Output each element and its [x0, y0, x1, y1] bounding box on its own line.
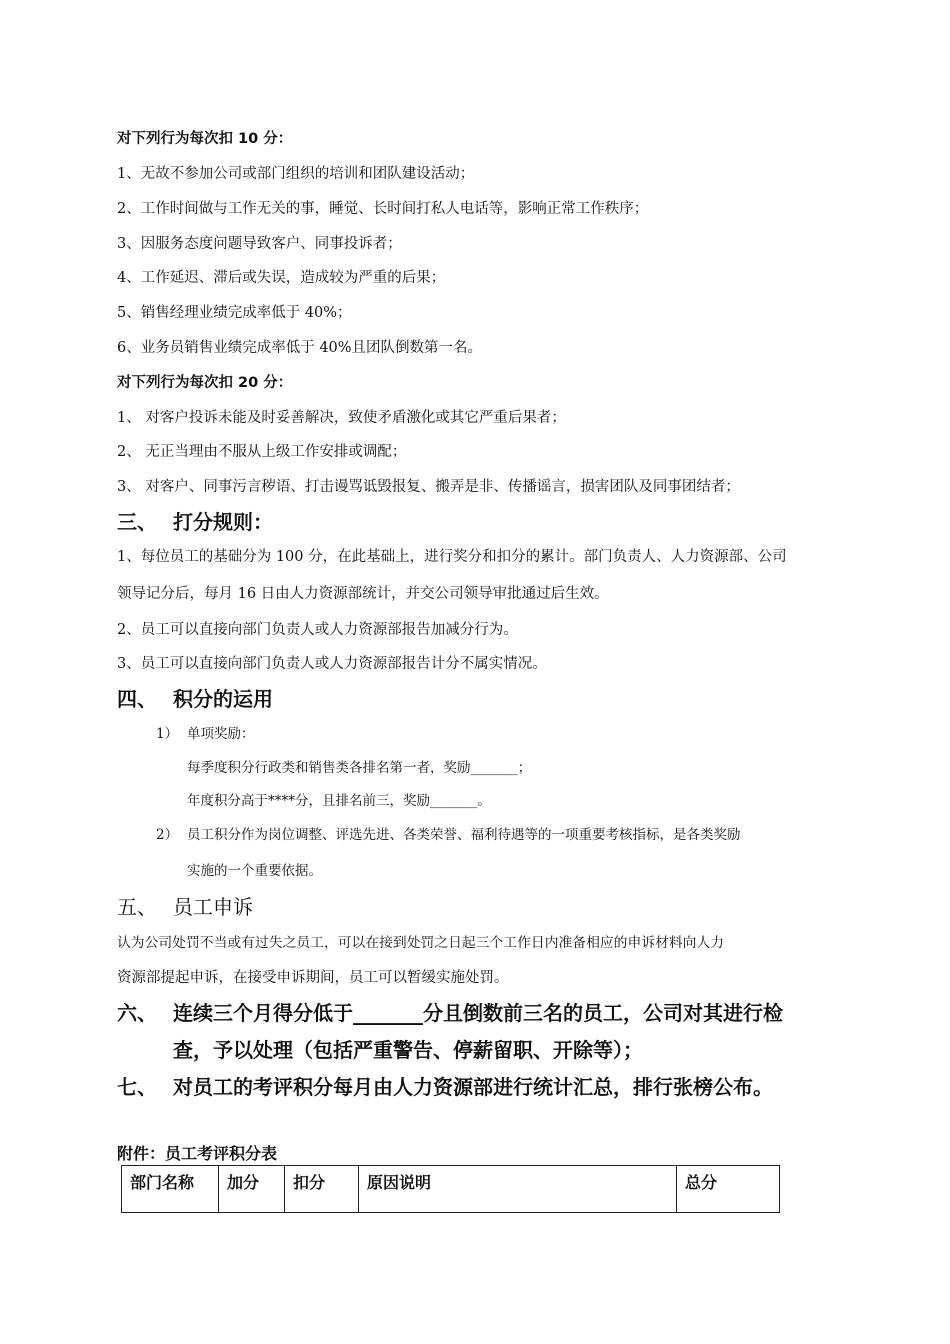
list-item: 6、业务员销售业绩完成率低于 40%且团队倒数第一名。: [117, 340, 483, 356]
paragraph-line: 认为公司处罚不当或有过失之员工，可以在接到处罚之日起三个工作日内准备相应的申诉材料向人力: [117, 935, 725, 951]
list-item: 3、 对客户、同事污言秽语、打击谩骂诋毁报复、搬弄是非、传播谣言，损害团队及同事团结者；: [117, 479, 740, 495]
section-text: 连续三个月得分低于_______分且倒数前三名的员工，公司对其进行检: [173, 1001, 783, 1025]
table-header-cell: 部门名称: [122, 1166, 219, 1213]
list-number: 2）: [156, 827, 179, 843]
section7-heading: [117, 1071, 773, 1100]
score-table: [121, 1165, 780, 1213]
section-title: 员工申诉: [173, 895, 253, 919]
section3-heading: [117, 506, 273, 535]
table-header-cell: 总分: [677, 1166, 780, 1213]
list-item: [156, 722, 255, 742]
section5-heading: [117, 891, 253, 920]
list-item: 1、 对客户投诉未能及时妥善解决，致使矛盾激化或其它严重后果者；: [117, 410, 566, 426]
paragraph-line: 资源部提起申诉，在接受申诉期间，员工可以暂缓实施处罚。: [117, 970, 509, 986]
table-header-cell: 加分: [219, 1166, 285, 1213]
section-title: 积分的运用: [173, 687, 273, 711]
paragraph-line: 年度积分高于****分，且排名前三，奖励_______。: [187, 793, 491, 809]
list-item: [156, 823, 741, 843]
list-item: 3、因服务态度问题导致客户、同事投诉者；: [117, 236, 402, 252]
table-header-cell: 原因说明: [359, 1166, 677, 1213]
table-header-cell: 扣分: [285, 1166, 359, 1213]
section-text: 对员工的考评积分每月由人力资源部进行统计汇总，排行张榜公布。: [173, 1075, 773, 1099]
section-number: 五、: [117, 895, 157, 919]
paragraph-line: 3、员工可以直接向部门负责人或人力资源部报告计分不属实情况。: [117, 656, 547, 672]
section-number: 六、: [117, 1001, 157, 1025]
deduct20-heading: 对下列行为每次扣 20 分：: [117, 375, 293, 391]
list-item: 1、无故不参加公司或部门组织的培训和团队建设活动；: [117, 166, 475, 182]
list-item: 2、工作时间做与工作无关的事，睡觉、长时间打私人电话等，影响正常工作秩序；: [117, 201, 649, 217]
paragraph-line: 每季度积分行政类和销售类各排名第一者，奖励_______；: [187, 760, 532, 776]
section-title: 打分规则：: [173, 510, 273, 534]
table-row: [122, 1166, 780, 1213]
list-item: 4、工作延迟、滞后或失误，造成较为严重的后果；: [117, 270, 446, 286]
list-number: 1）: [156, 726, 179, 742]
paragraph-line: 1、每位员工的基础分为 100 分，在此基础上，进行奖分和扣分的累计。部门负责人、人力资源部、公司: [117, 549, 787, 565]
list-text: 员工积分作为岗位调整、评选先进、各类荣誉、福利待遇等的一项重要考核指标，是各类奖励: [187, 827, 741, 843]
list-item: 5、销售经理业绩完成率低于 40%；: [117, 305, 352, 321]
list-item: 2、 无正当理由不服从上级工作安排或调配；: [117, 444, 407, 460]
section-number: 四、: [117, 687, 157, 711]
paragraph-line: 领导记分后，每月 16 日由人力资源部统计，并交公司领导审批通过后生效。: [117, 586, 609, 602]
section-number: 三、: [117, 510, 157, 534]
paragraph-line: 2、员工可以直接向部门负责人或人力资源部报告加减分行为。: [117, 622, 518, 638]
section6-heading: [117, 997, 783, 1026]
section4-heading: [117, 683, 273, 712]
section6-continuation: 查，予以处理（包括严重警告、停薪留职、开除等）；: [173, 1038, 643, 1062]
list-label: 单项奖励：: [187, 726, 255, 742]
attachment-title: 附件：员工考评积分表: [117, 1144, 278, 1163]
paragraph-line: 实施的一个重要依据。: [187, 863, 322, 879]
section-number: 七、: [117, 1075, 157, 1099]
deduct10-heading: 对下列行为每次扣 10 分：: [117, 131, 293, 147]
